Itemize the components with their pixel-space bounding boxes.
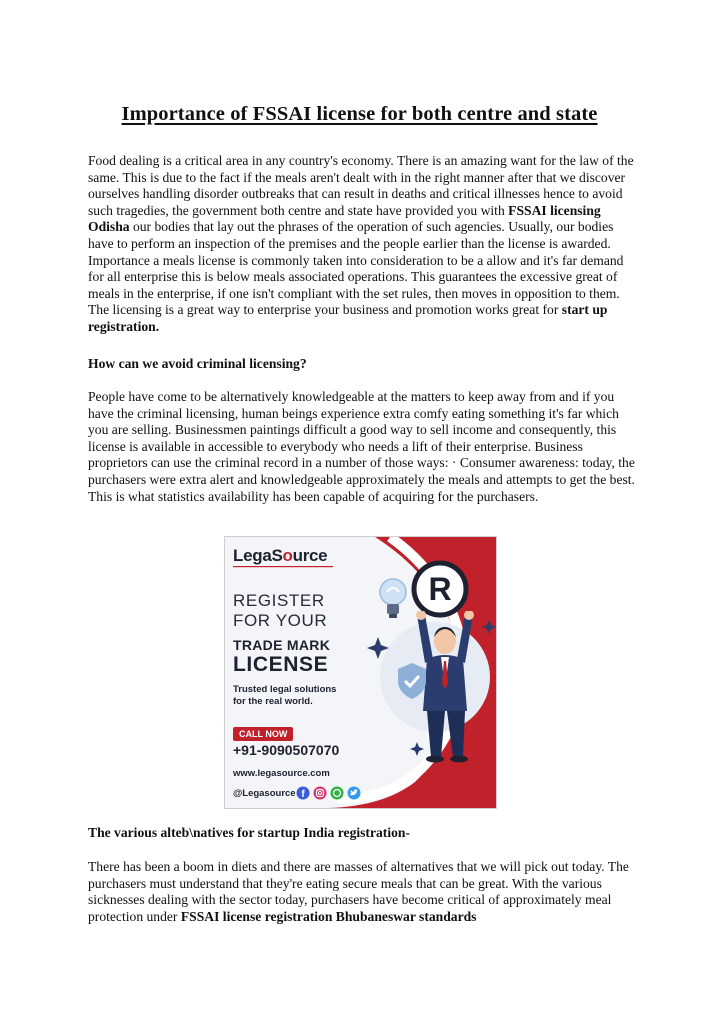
registered-trademark-icon bbox=[410, 559, 470, 619]
criminal-licensing-paragraph: People have come to be alternatively knowledgeable at the matters to keep away from and if you have the criminal licensing, human beings experience extra comfy eating something it's far which you are selling. Businessmen paintings difficult a good way to sell income and consequently, this license is available in accessible to everybody who needs a lift of their enterprise. Business proprietors can use the criminal record in a number of those ways: · Consumer awareness: today, the purchasers were extra alert and knowledgeable approximately the meals and attempts to get the best. This is what statistics availability has been capable of acquiring for the purchasers. bbox=[88, 389, 635, 504]
fssai-odisha-link-text: FSSAI licensing Odisha bbox=[88, 202, 601, 235]
advert-social-handle: @Legasource bbox=[233, 788, 296, 799]
page-title: Importance of FSSAI license for both centre and state bbox=[121, 103, 598, 125]
section-heading-criminal-licensing: How can we avoid criminal licensing? bbox=[88, 356, 307, 371]
shield-check-icon bbox=[395, 661, 429, 701]
facebook-icon bbox=[297, 787, 310, 801]
advert-tagline-1: Trusted legal solutions bbox=[233, 684, 337, 695]
startup-registration-text: start up registration. bbox=[88, 302, 608, 334]
intro-text-a: Food dealing is a critical area in any country's economy. There is an amazing want for the law of the same. This is due to the fact if the meals aren't dealt with in the right manner after that we discover ourselves handling disorder outbreaks that can result in deaths and critical illnesses hence to avoid such tragedies, the government both centre and state have provided you with bbox=[88, 153, 634, 218]
whatsapp-icon bbox=[331, 787, 344, 800]
legasource-logo: LegaSource bbox=[233, 546, 328, 565]
svg-text:f: f bbox=[301, 789, 305, 800]
advert-phone-number: +91-9090507070 bbox=[233, 742, 340, 758]
startup-alternatives-paragraph bbox=[88, 859, 640, 925]
advert-line-trade-mark: TRADE MARK bbox=[233, 637, 331, 653]
section-heading-startup-alternatives: The various alteb\natives for startup India registration- bbox=[88, 825, 410, 840]
advert-website: www.legasource.com bbox=[233, 768, 330, 779]
advert-line-for-your: FOR YOUR bbox=[233, 611, 328, 630]
instagram-icon bbox=[314, 787, 327, 800]
intro-paragraph bbox=[88, 153, 640, 336]
call-now-badge: CALL NOW bbox=[233, 727, 293, 741]
advert-tagline-2: for the real world. bbox=[233, 696, 313, 707]
intro-text-c: our bodies that lay out the phrases of the operation of such agencies. Usually, our bodies have to perform an inspection of the premises and the people earlier than the license is awarded. Importance a meals license is commonly taken into consideration to be a allow and it's far demand for all enterprise this is below meals associated operations. This guarantees the excessive great of meals in the enterprise, if one isn't compliant with the set rules, then moves in opposition to them. The licensing is a great way to enterprise your business and promotion works great for bbox=[88, 219, 624, 318]
fssai-bhubaneswar-text: FSSAI license registration Bhubaneswar standards bbox=[180, 908, 477, 924]
social-icons bbox=[296, 786, 362, 800]
advert-line-license: LICENSE bbox=[233, 653, 329, 676]
advert-line-register: REGISTER bbox=[233, 591, 325, 610]
logo-tagline-bar bbox=[233, 566, 333, 569]
registered-mark-letter: R bbox=[428, 571, 452, 607]
twitter-icon bbox=[348, 787, 361, 800]
startup-text-a: There has been a boom in diets and there are masses of alternatives that we will pick out today. The purchasers must understand that they're eating secure meals that can be great. With the various sicknesses dealing with the sector today, purchasers have become critical of approximately meal protection under bbox=[88, 859, 629, 924]
legasource-advert-image bbox=[224, 536, 497, 809]
